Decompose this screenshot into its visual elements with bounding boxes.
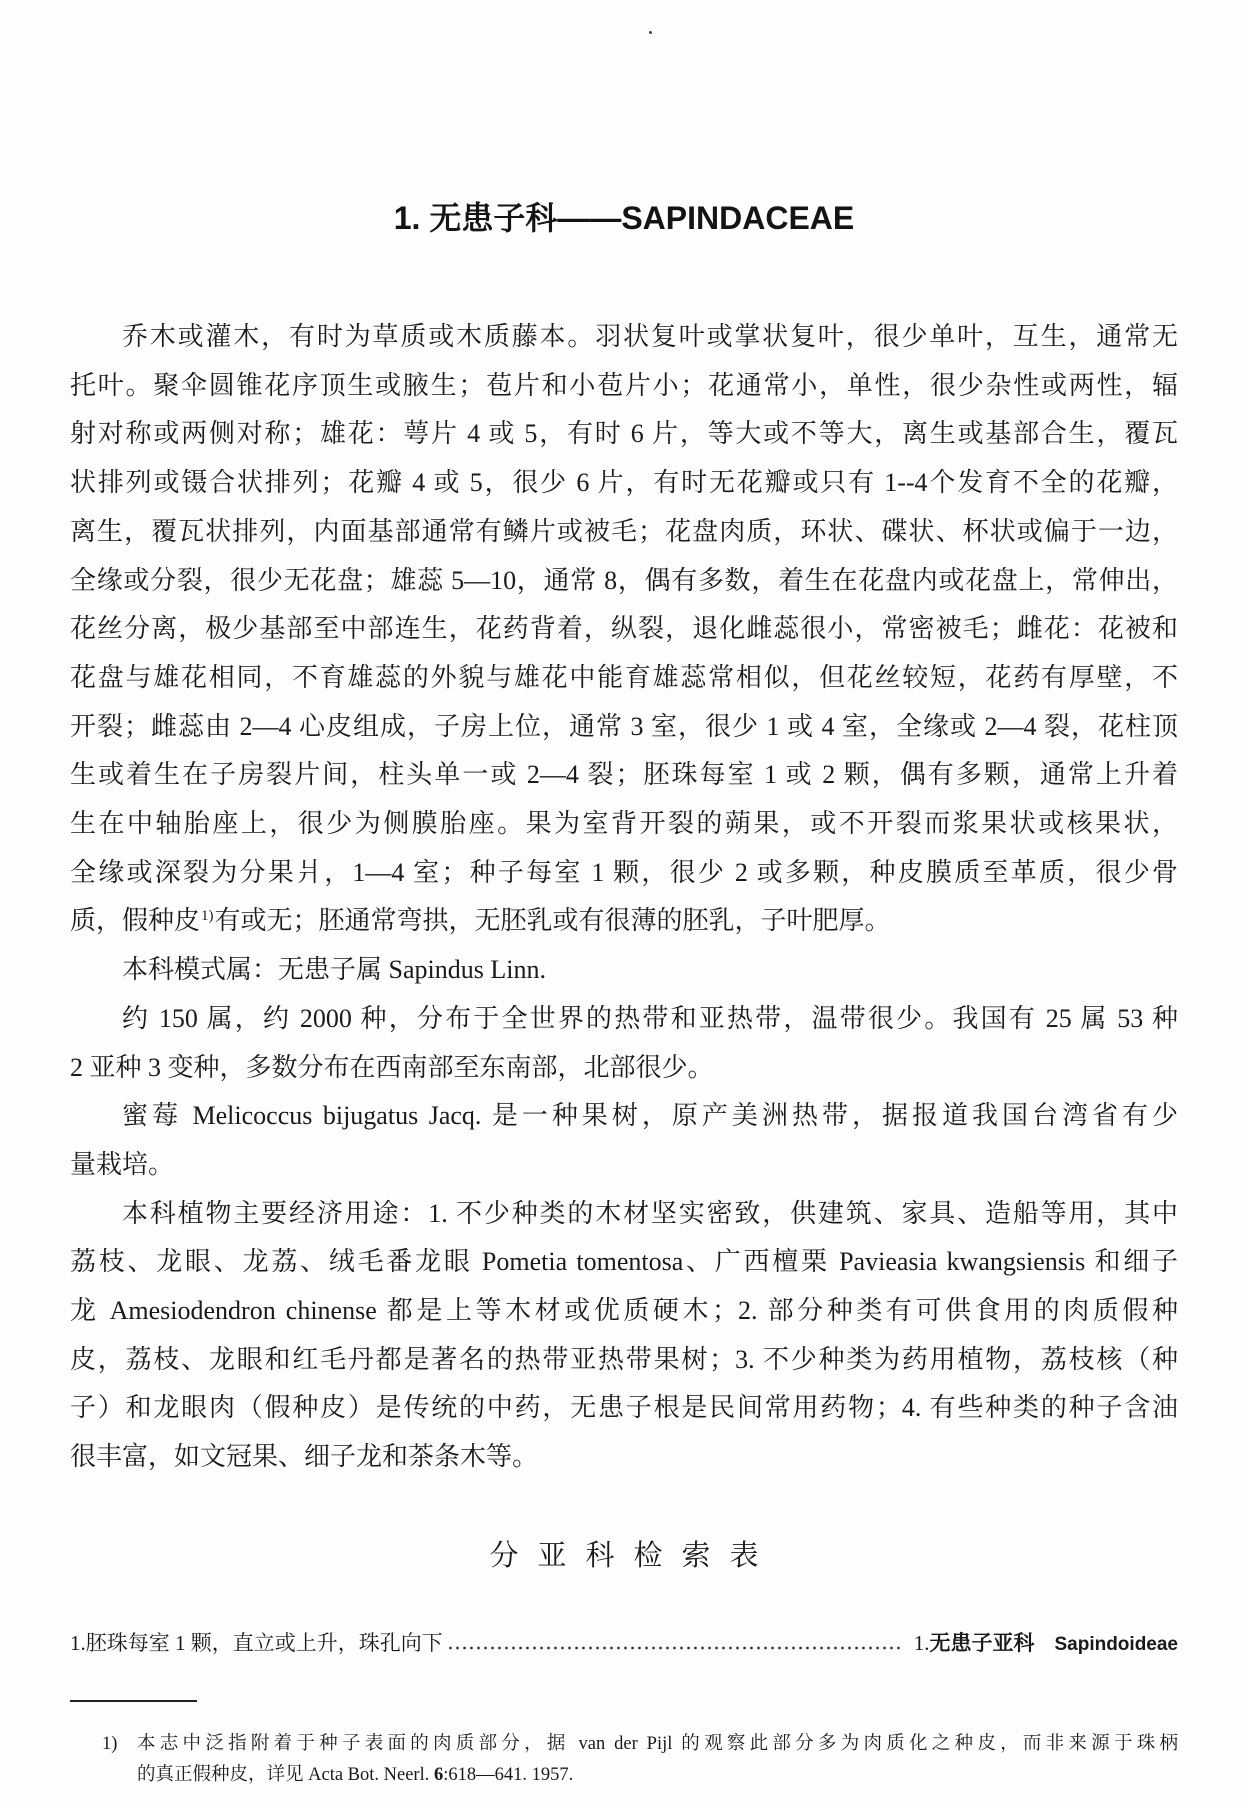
paragraph-line: 2 亚种 3 变种，多数分布在西南部至东南部，北部很少。	[70, 1052, 714, 1082]
key-result-number: 1.	[913, 1631, 930, 1655]
key-entry	[70, 1627, 1178, 1661]
morphology-paragraph	[70, 313, 1178, 946]
line-text: 有或无；胚通常弯拱，无胚乳或有很薄的胚乳，子叶肥厚。	[214, 906, 891, 936]
footnote	[102, 1729, 1178, 1791]
footnote-volume: 6	[434, 1765, 444, 1785]
footnote-citation: 的真正假种皮，详见 Acta Bot. Neerl.	[137, 1765, 434, 1785]
key-result-name: 无患子亚科	[929, 1632, 1035, 1655]
paragraph-line: 本科模式属：无患子属 Sapindus Linn.	[122, 955, 546, 985]
key-entry-result	[914, 1627, 1178, 1661]
subfamily-key-heading: 分亚科检索表	[489, 1540, 778, 1572]
key-entry-lead: 1.胚珠每室 1 颗，直立或上升，珠孔向下	[70, 1631, 443, 1655]
family-title: 1. 无患子科——SAPINDACEAE	[393, 200, 855, 236]
paragraph-line: 皮，荔枝、龙眼和红毛丹都是著名的热带亚热带果树；3. 不少种类为药用植物，荔枝核（种	[70, 1344, 1178, 1374]
type-genus-paragraph	[70, 946, 1178, 995]
paragraph-line: 量栽培。	[70, 1149, 175, 1179]
paragraph-line: 离生，覆瓦状排列，内面基部通常有鳞片或被毛；花盘肉质，环状、碟状、杯状或偏于一边，	[70, 516, 1178, 546]
paragraph-line: 子）和龙眼肉（假种皮）是传统的中药，无患子根是民间常用药物；4. 有些种类的种子含油	[70, 1393, 1178, 1423]
economic-uses-paragraph	[70, 1190, 1178, 1482]
paragraph-line	[70, 897, 1178, 946]
paragraph-line: 射对称或两侧对称；雄花：萼片 4 或 5，有时 6 片，等大或不等大，离生或基部合生，覆瓦	[70, 419, 1178, 449]
paragraph-line: 全缘或深裂为分果爿，1—4 室；种子每室 1 颗，很少 2 或多颗，种皮膜质至革质，很少骨	[70, 857, 1178, 887]
key-result-latin: Sapindoideae	[1054, 1634, 1178, 1655]
paragraph-line: 花盘与雄花相同，不育雄蕊的外貌与雄花中能育雄蕊常相似，但花丝较短，花药有厚壁，不	[70, 662, 1178, 692]
melicoccus-paragraph	[70, 1092, 1178, 1189]
distribution-paragraph	[70, 995, 1178, 1092]
paragraph-line: 乔木或灌木，有时为草质或木质藤本。羽状复叶或掌状复叶，很少单叶，互生，通常无	[122, 322, 1178, 351]
paragraph-line: 状排列或镊合状排列；花瓣 4 或 5，很少 6 片，有时无花瓣或只有 1--4个发育不全的花瓣，	[70, 468, 1178, 498]
paragraph-line: 蜜莓 Melicoccus bijugatus Jacq. 是一种果树，原产美洲热带，据报道我国台湾省有少	[122, 1101, 1178, 1131]
scan-speck	[649, 31, 652, 34]
paragraph-line: 荔枝、龙眼、龙荔、绒毛番龙眼 Pometia tomentosa、广西檀栗 Pavieasia kwangsiensis 和细子	[70, 1247, 1178, 1277]
paragraph-line: 全缘或分裂，很少无花盘；雄蕊 5—10，通常 8，偶有多数，着生在花盘内或花盘上，常伸出，	[70, 565, 1178, 595]
footnote-divider	[70, 1700, 197, 1702]
footnote-line	[137, 1760, 1178, 1791]
paragraph-line: 约 150 属，约 2000 种，分布于全世界的热带和亚热带，温带很少。我国有 25 属 53 种	[122, 1003, 1178, 1033]
paragraph-line: 很丰富，如文冠果、细子龙和茶条木等。	[70, 1442, 539, 1472]
line-text: 质，假种皮	[70, 906, 201, 936]
paragraph-line: 龙 Amesiodendron chinense 都是上等木材或优质硬木；2. 部分种类有可供食用的肉质假种	[70, 1296, 1178, 1326]
footnote-marker: 1)	[102, 1734, 118, 1754]
paragraph-line: 开裂；雌蕊由 2—4 心皮组成，子房上位，通常 3 室，很少 1 或 4 室，全缘或 2—4 裂，花柱顶	[70, 711, 1178, 741]
footnote-pages: :618—641. 1957.	[443, 1765, 574, 1785]
paragraph-line: 花丝分离，极少基部至中部连生，花药背着，纵裂，退化雌蕊很小，常密被毛；雌花：花被和	[70, 614, 1178, 644]
dot-leader	[447, 1628, 904, 1660]
footnote-line: 本志中泛指附着于种子表面的肉质部分，据 van der Pijl 的观察此部分多为肉质化之种皮，而非来源于珠柄	[137, 1734, 1178, 1754]
footnote-reference: 1)	[201, 907, 214, 924]
paragraph-line: 托叶。聚伞圆锥花序顶生或腋生；苞片和小苞片小；花通常小，单性，很少杂性或两性，辐	[70, 370, 1178, 400]
paragraph-line: 生在中轴胎座上，很少为侧膜胎座。果为室背开裂的蒴果，或不开裂而浆果状或核果状，	[70, 809, 1178, 839]
footnote-text	[137, 1729, 1178, 1791]
paragraph-line: 本科植物主要经济用途：1. 不少种类的木材坚实密致，供建筑、家具、造船等用，其中	[122, 1198, 1178, 1228]
paragraph-line: 生或着生在子房裂片间，柱头单一或 2—4 裂；胚珠每室 1 或 2 颗，偶有多颗，通常上升着	[70, 760, 1178, 790]
family-description	[70, 313, 1178, 1482]
